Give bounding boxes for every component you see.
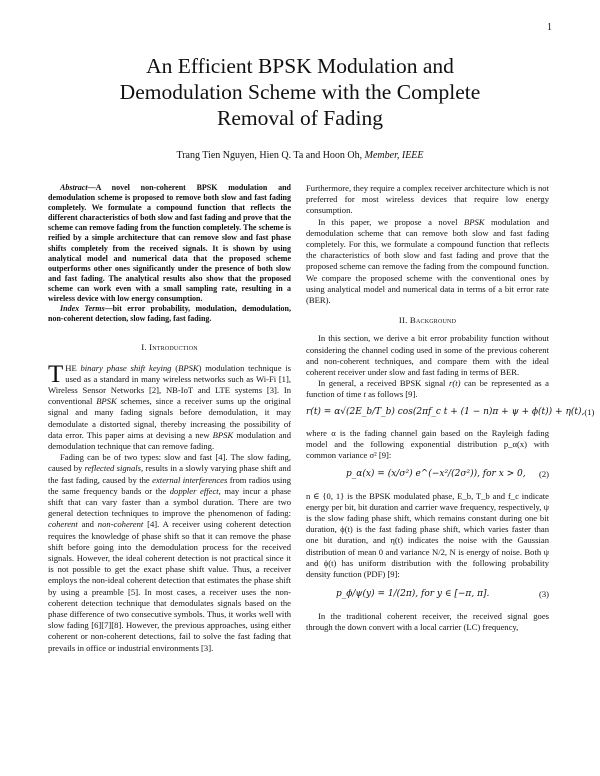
equation-3-body: p_ϕ/ψ(y) = 1/(2π), for y ∈ [−π, π]. bbox=[336, 589, 490, 600]
title-line-2: Demodulation Scheme with the Complete bbox=[119, 80, 481, 104]
author-membership: Member, IEEE bbox=[364, 150, 424, 161]
author-line bbox=[60, 150, 540, 161]
abstract bbox=[48, 183, 291, 304]
equation-1-number: (1) bbox=[584, 406, 595, 417]
title-line-3: Removal of Fading bbox=[216, 106, 383, 130]
contribution-paragraph: In this paper, we propose a novel BPSK modulation and demodulation scheme that can remove both slow and fast fading completely. For this, we formulate a compound function that reflects the characteristics of both slow and fast fading and prove that the proposed scheme can remove the fading from the compound function. We compare the proposed scheme with the conventional ones by using analytical model and numerical data in terms of a bit error rate (BER). bbox=[306, 216, 549, 306]
equation-2-body: p_α(x) = (x/σ²) e^(−x²/(2σ²)), for x > 0, bbox=[346, 469, 526, 480]
index-terms-label: Index Terms bbox=[60, 304, 105, 314]
page-number: 1 bbox=[547, 22, 552, 33]
equation-2-number: (2) bbox=[538, 469, 549, 480]
drop-cap: T bbox=[48, 360, 64, 388]
equation-1 bbox=[306, 406, 595, 418]
background-paragraph-1: In this section, we derive a bit error probability function without considering the channel coding used in some of the previous coherent and non-coherent techniques, and compare them with the ideal coherent receiver under slow and fast fading in terms of BER. bbox=[306, 333, 549, 378]
index-terms-text: —bit error probability, modulation, demodulation, non-coherent detection, slow fading, fast fading. bbox=[48, 304, 292, 324]
section-1-heading: I. Introduction bbox=[141, 342, 198, 353]
right-paragraph-continued: Furthermore, they require a complex receiver architecture which is not preferred for most wireless devices that require low energy consumption. bbox=[306, 183, 549, 216]
equation-1-explanation: where α is the fading channel gain based on the Rayleigh fading model and the following exponential distribution p_α(x) with common variance σ² [9]: bbox=[306, 427, 549, 461]
section-2-heading: II. Background bbox=[398, 315, 457, 326]
author-names: Trang Tien Nguyen, Hien Q. Ta and Hoon Oh, bbox=[176, 150, 365, 161]
equation-2-explanation: n ∈ {0, 1} is the BPSK modulated phase, E_b, T_b and f_c indicate energy per bit, bit duration and carrier wave frequency, respectively, ψ is the slow fading phase shift, which remains constant during one bit duration, ϕ(t) is the fast fading phase shift, which varies faster than one bit duration, and η(t) indicates the noise with the Gaussian distribution of mean 0 and variance N/2, N is energy of noise. Both ψ and ϕ(t) has uniform distribution with the following probability density function (PDF) [9]: bbox=[306, 490, 549, 580]
intro-paragraph-1: THE binary phase shift keying (BPSK) modulation technique is used as a standard in many wireless networks such as Wi-Fi [1], Wireless Sensor Networks [2], NB-IoT and LTE systems [3]. In conventional BPSK schemes, since a receiver sums up the original signal and many fading signals before demodulation, it may demodulate a distorted signal, thereby increasing the possibility of data error. This paper aims at devising a new BPSK modulation and demodulation technique that can remove fading. bbox=[48, 360, 292, 451]
equation-2 bbox=[306, 469, 549, 480]
abstract-text: —A novel non-coherent BPSK modulation and demodulation scheme is proposed to remove both slow and fast fading completely. We formulate a compound function that reflects the different characteristics of both slow and fast fading and prove that the scheme can remove fading from the function completely. The scheme is reified by a simple architecture that can remove slow and fast phase shifts completely from the received signals. It is shown by using analytical model and numerical data that the proposed scheme outperforms other ones significantly under the presence of both slow and fast fading. The analytical results also show that the proposed scheme can work even with a small sampling rate, resulting in a wireless device with low energy consumption. bbox=[48, 183, 291, 304]
equation-3-number: (3) bbox=[538, 589, 549, 600]
left-column bbox=[48, 183, 291, 654]
abstract-label: Abstract bbox=[60, 183, 88, 192]
index-terms bbox=[48, 304, 291, 324]
right-column bbox=[306, 183, 595, 633]
paper-title bbox=[60, 53, 540, 131]
equation-1-body: r(t) = α√(2E_b/T_b) cos(2πf_c t + (1 − n)π + ψ + ϕ(t)) + η(t), bbox=[306, 406, 585, 417]
equation-3 bbox=[306, 589, 549, 600]
intro-paragraph-2: Fading can be of two types: slow and fast [4]. The slow fading, caused by reflected signals, results in a slowly varying phase shift and the fast fading, caused by the external interferences from radios using the same frequency bands or the doppler effect, may incur a phase shift that can vary faster than a symbol duration. There are two general detection techniques to improve the phenomenon of fading: coherent and non-coherent [4]. A receiver using coherent detection requires the knowledge of phase shift so that it can remove the phase shift before going into the demodulation process for the received signals. However, the ideal coherent detection is not practical since it is not possible to get the exact phase shift value. Thus, a receiver employs the non-ideal coherent detection that estimates the phase shift by using a preamble [5]. In most cases, a receiver uses the non-coherent detection technique that demodulates signals based on the phase difference of two consecutive symbols. Thus, it works well with slow fading [6][7][8]. However, the previous approaches, using either coherent or non-coherent detections, fail to solve the fast fading that prevails in office or industrial environments [3]. bbox=[48, 452, 291, 653]
background-paragraph-2: In general, a received BPSK signal r(t) can be represented as a function of time t as follows [9]. bbox=[306, 378, 549, 400]
coherent-receiver-paragraph: In the traditional coherent receiver, the received signal goes through the down convert with a local carrier (LC) frequency, bbox=[306, 610, 549, 632]
title-line-1: An Efficient BPSK Modulation and bbox=[146, 54, 454, 78]
